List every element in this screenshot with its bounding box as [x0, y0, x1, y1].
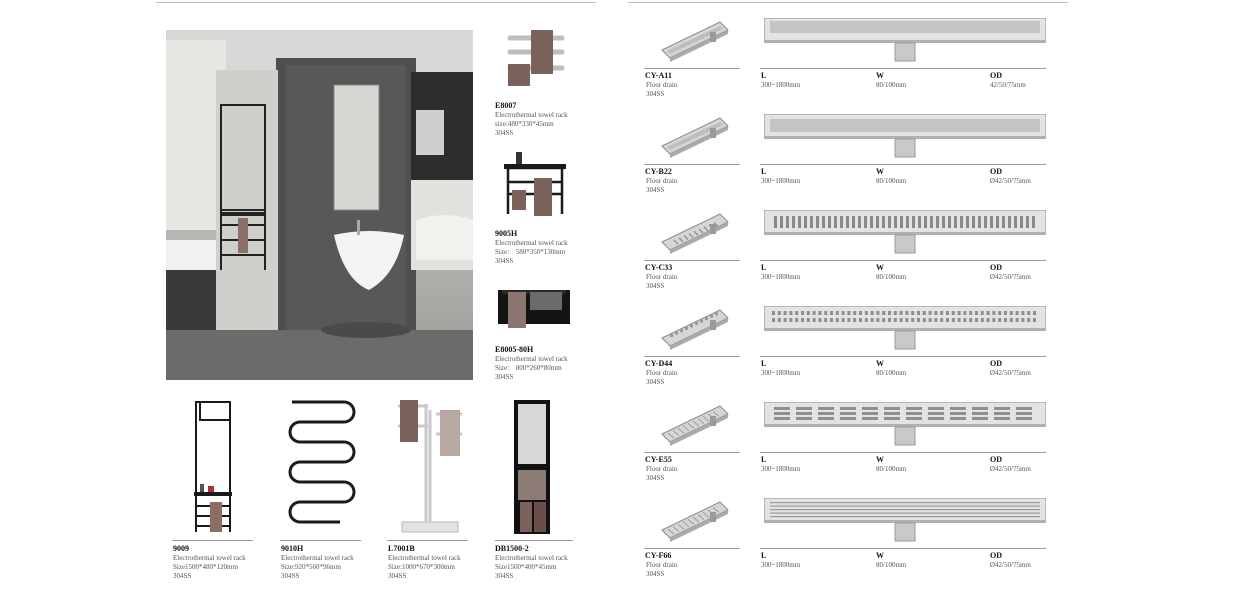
- product-desc-e8007-line2: size:480*330*45mm: [495, 120, 554, 128]
- product-desc-e8007-line1: Electrothermal towel rack: [495, 111, 568, 119]
- spec-label-l: L: [761, 167, 767, 176]
- product-code-9009: 9009: [173, 544, 189, 553]
- spec-value-w: 80/100mm: [876, 561, 907, 569]
- spec-value-l: 300~1800mm: [761, 369, 801, 377]
- spec-label-w: W: [876, 263, 884, 272]
- drain-type: Floor drain: [646, 561, 678, 569]
- page-top-rule-right: [628, 2, 1068, 3]
- spec-value-od: Ø42/50/75mm: [990, 177, 1031, 185]
- towel-rack-image-9010h: [282, 396, 360, 536]
- towel-rack-image-l7001b: [388, 396, 464, 536]
- towel-rack-image-e8007: [498, 24, 570, 90]
- spec-label-w: W: [876, 167, 884, 176]
- floor-drain-thumbnail: [660, 402, 730, 446]
- spec-label-l: L: [761, 359, 767, 368]
- product-code-db1500-2: DB1500-2: [495, 544, 529, 553]
- floor-drain-image: [764, 18, 1046, 64]
- drain-material: 304SS: [646, 570, 665, 578]
- spec-label-l: L: [761, 71, 767, 80]
- product-desc-e8007-line3: 304SS: [495, 129, 514, 137]
- floor-drain-image: [764, 306, 1046, 352]
- product-desc-e8005-80h-line1: Electrothermal towel rack: [495, 355, 568, 363]
- towel-rack-image-e8005-80h: [498, 288, 570, 328]
- spec-label-l: L: [761, 455, 767, 464]
- drain-rule-left: [644, 68, 740, 69]
- spec-label-od: OD: [990, 455, 1002, 464]
- spec-label-w: W: [876, 551, 884, 560]
- drain-material: 304SS: [646, 282, 665, 290]
- drain-code: CY-B22: [645, 167, 672, 176]
- drain-rule-left: [644, 548, 740, 549]
- drain-type: Floor drain: [646, 369, 678, 377]
- spec-label-l: L: [761, 263, 767, 272]
- spec-label-od: OD: [990, 263, 1002, 272]
- towel-rack-image-9005h: [498, 148, 570, 220]
- towel-rack-image-9009: [188, 396, 238, 536]
- spec-value-od: Ø42/50/75mm: [990, 465, 1031, 473]
- spec-value-od: Ø42/50/75mm: [990, 273, 1031, 281]
- page-top-rule-left: [156, 2, 596, 3]
- drain-material: 304SS: [646, 474, 665, 482]
- spec-value-l: 300~1800mm: [761, 273, 801, 281]
- drain-code: CY-E55: [645, 455, 672, 464]
- spec-label-od: OD: [990, 551, 1002, 560]
- spec-value-od: 42/50/75mm: [990, 81, 1026, 89]
- product-desc-9009-line1: Electrothermal towel rack: [173, 554, 246, 562]
- product-code-e8005-80h: E8005-80H: [495, 345, 534, 354]
- product-desc-e8005-80h-line2: Size： 800*260*80mm: [495, 364, 562, 372]
- spec-value-w: 80/100mm: [876, 177, 907, 185]
- product-desc-9009-line2: Size1500*480*120mm: [173, 563, 238, 571]
- drain-rule-right: [760, 548, 1046, 549]
- product-desc-9010h-line3: 304SS: [281, 572, 300, 580]
- product-desc-9005h-line1: Electrothermal towel rack: [495, 239, 568, 247]
- drain-code: CY-D44: [645, 359, 673, 368]
- product-desc-9010h-line2: Size:920*560*96mm: [281, 563, 341, 571]
- floor-drain-thumbnail: [660, 114, 730, 158]
- spec-label-od: OD: [990, 71, 1002, 80]
- spec-value-l: 300~1800mm: [761, 561, 801, 569]
- floor-drain-thumbnail: [660, 210, 730, 254]
- rule-l7001b: [387, 540, 468, 541]
- product-desc-l7001b-line3: 304SS: [388, 572, 407, 580]
- spec-label-od: OD: [990, 167, 1002, 176]
- product-code-e8007: E8007: [495, 101, 517, 110]
- spec-value-l: 300~1800mm: [761, 177, 801, 185]
- spec-value-w: 80/100mm: [876, 369, 907, 377]
- product-desc-9005h-line2: Size： 580*350*130mm: [495, 248, 566, 256]
- spec-label-w: W: [876, 359, 884, 368]
- product-code-l7001b: L7001B: [388, 544, 415, 553]
- floor-drain-image: [764, 114, 1046, 160]
- floor-drain-thumbnail: [660, 18, 730, 62]
- drain-rule-left: [644, 260, 740, 261]
- product-desc-9010h-line1: Electrothermal towel rack: [281, 554, 354, 562]
- product-desc-9005h-line3: 304SS: [495, 257, 514, 265]
- product-code-9010h: 9010H: [281, 544, 304, 553]
- spec-value-w: 80/100mm: [876, 465, 907, 473]
- product-desc-e8005-80h-line3: 304SS: [495, 373, 514, 381]
- drain-material: 304SS: [646, 90, 665, 98]
- spec-value-l: 300~1800mm: [761, 465, 801, 473]
- drain-rule-right: [760, 260, 1046, 261]
- spec-label-od: OD: [990, 359, 1002, 368]
- drain-type: Floor drain: [646, 465, 678, 473]
- drain-type: Floor drain: [646, 273, 678, 281]
- product-desc-db1500-2-line3: 304SS: [495, 572, 514, 580]
- product-desc-l7001b-line2: Size:1000*670*300mm: [388, 563, 455, 571]
- product-desc-9009-line3: 304SS: [173, 572, 192, 580]
- drain-type: Floor drain: [646, 81, 678, 89]
- drain-type: Floor drain: [646, 177, 678, 185]
- product-desc-db1500-2-line1: Electrothermal towel rack: [495, 554, 568, 562]
- spec-value-w: 80/100mm: [876, 81, 907, 89]
- drain-rule-right: [760, 164, 1046, 165]
- drain-code: CY-C33: [645, 263, 673, 272]
- drain-code: CY-F66: [645, 551, 672, 560]
- floor-drain-image: [764, 498, 1046, 544]
- spec-value-l: 300~1800mm: [761, 81, 801, 89]
- drain-rule-right: [760, 452, 1046, 453]
- floor-drain-image: [764, 210, 1046, 256]
- drain-rule-right: [760, 356, 1046, 357]
- drain-rule-left: [644, 356, 740, 357]
- drain-material: 304SS: [646, 378, 665, 386]
- drain-rule-right: [760, 68, 1046, 69]
- towel-rack-image-db1500-2: [512, 398, 552, 536]
- rule-9010h: [280, 540, 361, 541]
- spec-label-l: L: [761, 551, 767, 560]
- drain-material: 304SS: [646, 186, 665, 194]
- spec-value-w: 80/100mm: [876, 273, 907, 281]
- spec-label-w: W: [876, 455, 884, 464]
- rule-9009: [172, 540, 253, 541]
- bathroom-photo: [166, 30, 473, 380]
- drain-rule-left: [644, 164, 740, 165]
- spec-label-w: W: [876, 71, 884, 80]
- floor-drain-image: [764, 402, 1046, 448]
- floor-drain-thumbnail: [660, 498, 730, 542]
- floor-drain-thumbnail: [660, 306, 730, 350]
- spec-value-od: Ø42/50/75mm: [990, 561, 1031, 569]
- drain-code: CY-A11: [645, 71, 672, 80]
- product-code-9005h: 9005H: [495, 229, 518, 238]
- product-desc-db1500-2-line2: Size1500*400*45mm: [495, 563, 557, 571]
- rule-db1500-2: [495, 540, 573, 541]
- drain-rule-left: [644, 452, 740, 453]
- product-desc-l7001b-line1: Electrothermal towel rack: [388, 554, 461, 562]
- spec-value-od: Ø42/50/75mm: [990, 369, 1031, 377]
